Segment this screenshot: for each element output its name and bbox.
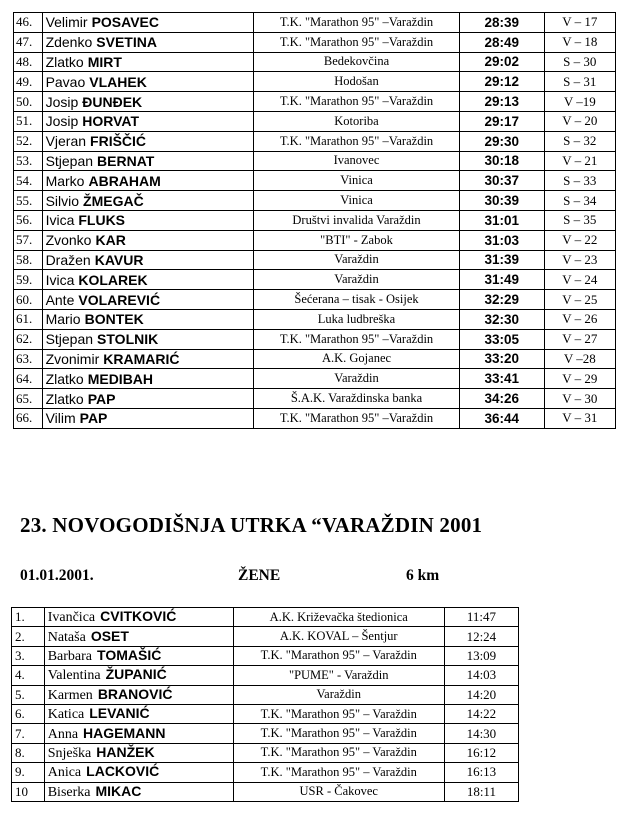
- place-cell: 4.: [12, 666, 45, 685]
- time-cell: 32:29: [459, 290, 544, 310]
- place-cell: 66.: [14, 408, 43, 428]
- category-cell: V – 25: [544, 290, 615, 310]
- time-cell: 28:39: [459, 13, 544, 33]
- last-name: MIKAC: [95, 782, 142, 799]
- place-cell: 55.: [14, 191, 43, 211]
- table-row: [12, 743, 519, 762]
- runner-name: [42, 131, 254, 151]
- runner-name: [42, 329, 254, 349]
- runner-name: [42, 171, 254, 191]
- last-name: ABRAHAM: [88, 172, 161, 189]
- runner-name: [44, 685, 233, 704]
- runner-name: [42, 250, 254, 270]
- last-name: BERNAT: [97, 152, 155, 169]
- club-cell: A.K. KOVAL – Šentjur: [233, 627, 444, 646]
- table-row: [14, 111, 616, 131]
- category-cell: S – 33: [544, 171, 615, 191]
- race-category: ŽENE: [238, 567, 281, 584]
- first-name: Stjepan: [45, 152, 94, 169]
- time-cell: 13:09: [444, 646, 518, 665]
- time-cell: 34:26: [459, 389, 544, 409]
- runner-name: [42, 349, 254, 369]
- time-cell: 31:39: [459, 250, 544, 270]
- first-name: Zdenko: [45, 34, 93, 51]
- place-cell: 60.: [14, 290, 43, 310]
- runner-name: [42, 92, 254, 112]
- last-name: PAP: [87, 390, 116, 407]
- club-cell: T.K. "Marathon 95" –Varaždin: [254, 32, 460, 52]
- place-cell: 1.: [12, 608, 45, 627]
- place-cell: 63.: [14, 349, 43, 369]
- first-name: Ivica: [45, 271, 75, 288]
- women-results-body: [12, 608, 519, 802]
- place-cell: 3.: [12, 646, 45, 665]
- category-cell: S – 30: [544, 52, 615, 72]
- club-cell: Varaždin: [254, 270, 460, 290]
- runner-name: [44, 743, 233, 762]
- first-name: Ivančica: [47, 610, 96, 626]
- place-cell: 2.: [12, 627, 45, 646]
- runner-name: [44, 763, 233, 782]
- runner-name: [42, 151, 254, 171]
- runner-name: [42, 210, 254, 230]
- club-cell: T.K. "Marathon 95" – Varaždin: [233, 763, 444, 782]
- table-row: [14, 408, 616, 428]
- last-name: POSAVEC: [91, 14, 160, 31]
- first-name: Vilim: [45, 410, 76, 427]
- table-row: [14, 171, 616, 191]
- time-cell: 14:22: [444, 704, 518, 723]
- club-cell: "BTI" - Zabok: [254, 230, 460, 250]
- first-name: Josip: [45, 113, 79, 130]
- place-cell: 51.: [14, 111, 43, 131]
- time-cell: 29:02: [459, 52, 544, 72]
- club-cell: T.K. "Marathon 95" –Varaždin: [254, 329, 460, 349]
- last-name: HAGEMANN: [83, 724, 166, 741]
- time-cell: 29:12: [459, 72, 544, 92]
- category-cell: V –28: [544, 349, 615, 369]
- time-cell: 28:49: [459, 32, 544, 52]
- category-cell: V – 17: [544, 13, 615, 33]
- place-cell: 9.: [12, 763, 45, 782]
- table-row: [14, 131, 616, 151]
- time-cell: 32:30: [459, 309, 544, 329]
- runner-name: [44, 608, 233, 627]
- category-cell: V – 18: [544, 32, 615, 52]
- runner-name: [42, 32, 254, 52]
- last-name: ŽMEGAČ: [83, 192, 144, 209]
- place-cell: 46.: [14, 13, 43, 33]
- place-cell: 50.: [14, 92, 43, 112]
- first-name: Ante: [45, 291, 75, 308]
- table-row: [14, 230, 616, 250]
- place-cell: 5.: [12, 685, 45, 704]
- place-cell: 48.: [14, 52, 43, 72]
- category-cell: V – 24: [544, 270, 615, 290]
- place-cell: 7.: [12, 724, 45, 743]
- club-cell: Bedekovčina: [254, 52, 460, 72]
- place-cell: 59.: [14, 270, 43, 290]
- runner-name: [44, 782, 233, 801]
- first-name: Ivica: [45, 212, 75, 229]
- table-row: [14, 92, 616, 112]
- place-cell: 47.: [14, 32, 43, 52]
- time-cell: 36:44: [459, 408, 544, 428]
- category-cell: V –19: [544, 92, 615, 112]
- club-cell: T.K. "Marathon 95" – Varaždin: [233, 646, 444, 665]
- table-row: [14, 290, 616, 310]
- first-name: Katica: [47, 707, 85, 723]
- last-name: BRANOVIĆ: [97, 685, 173, 702]
- club-cell: Vinica: [254, 191, 460, 211]
- category-cell: S – 34: [544, 191, 615, 211]
- category-cell: S – 35: [544, 210, 615, 230]
- club-cell: T.K. "Marathon 95" –Varaždin: [254, 131, 460, 151]
- first-name: Mario: [45, 311, 81, 328]
- club-cell: T.K. "Marathon 95" –Varaždin: [254, 92, 460, 112]
- first-name: Vjeran: [45, 133, 87, 150]
- runner-name: [42, 72, 254, 92]
- club-cell: "PUME" - Varaždin: [233, 666, 444, 685]
- time-cell: 30:39: [459, 191, 544, 211]
- first-name: Pavao: [45, 73, 86, 90]
- women-results-table: [11, 607, 519, 802]
- last-name: KRAMARIĆ: [103, 350, 180, 367]
- first-name: Stjepan: [45, 331, 94, 348]
- time-cell: 11:47: [444, 608, 518, 627]
- first-name: Barbara: [47, 648, 93, 664]
- first-name: Anna: [47, 726, 79, 742]
- club-cell: USR - Čakovec: [233, 782, 444, 801]
- men-results-table: [13, 12, 616, 429]
- table-row: [14, 270, 616, 290]
- category-cell: V – 31: [544, 408, 615, 428]
- first-name: Zvonimir: [45, 350, 100, 367]
- club-cell: Varaždin: [233, 685, 444, 704]
- table-row: [12, 627, 519, 646]
- runner-name: [42, 13, 254, 33]
- first-name: Silvio: [45, 192, 80, 209]
- last-name: LEVANIĆ: [89, 705, 150, 722]
- club-cell: Društvi invalida Varaždin: [254, 210, 460, 230]
- runner-name: [42, 290, 254, 310]
- category-cell: V – 20: [544, 111, 615, 131]
- last-name: STOLNIK: [97, 331, 159, 348]
- last-name: FRIŠČIĆ: [90, 133, 147, 150]
- last-name: MEDIBAH: [87, 370, 154, 387]
- club-cell: T.K. "Marathon 95" – Varaždin: [233, 743, 444, 762]
- last-name: KAR: [95, 232, 126, 249]
- place-cell: 54.: [14, 171, 43, 191]
- club-cell: T.K. "Marathon 95" –Varaždin: [254, 408, 460, 428]
- runner-name: [42, 309, 254, 329]
- last-name: OSET: [90, 627, 129, 644]
- club-cell: T.K. "Marathon 95" –Varaždin: [254, 13, 460, 33]
- first-name: Biserka: [47, 784, 91, 800]
- place-cell: 49.: [14, 72, 43, 92]
- club-cell: Kotoriba: [254, 111, 460, 131]
- runner-name: [44, 627, 233, 646]
- last-name: FLUKS: [78, 212, 126, 229]
- table-row: [14, 349, 616, 369]
- club-cell: Varaždin: [254, 250, 460, 270]
- table-row: [12, 666, 519, 685]
- club-cell: Ivanovec: [254, 151, 460, 171]
- place-cell: 64.: [14, 369, 43, 389]
- time-cell: 30:18: [459, 151, 544, 171]
- first-name: Zlatko: [45, 53, 84, 70]
- first-name: Josip: [45, 93, 79, 110]
- club-cell: A.K. Križevačka štedionica: [233, 608, 444, 627]
- time-cell: 14:03: [444, 666, 518, 685]
- first-name: Zlatko: [45, 370, 84, 387]
- time-cell: 16:12: [444, 743, 518, 762]
- club-cell: T.K. "Marathon 95" – Varaždin: [233, 724, 444, 743]
- table-row: [14, 250, 616, 270]
- first-name: Zvonko: [45, 232, 92, 249]
- place-cell: 62.: [14, 329, 43, 349]
- place-cell: 52.: [14, 131, 43, 151]
- time-cell: 12:24: [444, 627, 518, 646]
- table-row: [14, 309, 616, 329]
- category-cell: V – 22: [544, 230, 615, 250]
- time-cell: 33:41: [459, 369, 544, 389]
- last-name: HANŽEK: [96, 743, 155, 760]
- runner-name: [42, 111, 254, 131]
- time-cell: 31:49: [459, 270, 544, 290]
- table-row: [14, 151, 616, 171]
- runner-name: [42, 230, 254, 250]
- time-cell: 31:01: [459, 210, 544, 230]
- club-cell: Šećerana – tisak - Osijek: [254, 290, 460, 310]
- runner-name: [42, 270, 254, 290]
- club-cell: Vinica: [254, 171, 460, 191]
- runner-name: [44, 724, 233, 743]
- place-cell: 61.: [14, 309, 43, 329]
- runner-name: [42, 408, 254, 428]
- place-cell: 53.: [14, 151, 43, 171]
- time-cell: 29:17: [459, 111, 544, 131]
- time-cell: 33:05: [459, 329, 544, 349]
- last-name: CVITKOVIĆ: [100, 608, 177, 625]
- first-name: Dražen: [45, 251, 91, 268]
- club-cell: Varaždin: [254, 369, 460, 389]
- category-cell: S – 31: [544, 72, 615, 92]
- runner-name: [44, 646, 233, 665]
- last-name: VOLAREVIĆ: [78, 291, 161, 308]
- table-row: [14, 389, 616, 409]
- first-name: Zlatko: [45, 390, 84, 407]
- place-cell: 8.: [12, 743, 45, 762]
- table-row: [14, 52, 616, 72]
- time-cell: 14:30: [444, 724, 518, 743]
- first-name: Velimir: [45, 14, 88, 31]
- club-cell: Š.A.K. Varaždinska banka: [254, 389, 460, 409]
- first-name: Anica: [47, 765, 82, 781]
- time-cell: 33:20: [459, 349, 544, 369]
- runner-name: [42, 389, 254, 409]
- table-row: [14, 329, 616, 349]
- runner-name: [44, 666, 233, 685]
- first-name: Karmen: [47, 687, 93, 703]
- last-name: ĐUNĐEK: [82, 93, 143, 110]
- place-cell: 58.: [14, 250, 43, 270]
- last-name: ŽUPANIĆ: [105, 666, 167, 683]
- table-row: [12, 646, 519, 665]
- place-cell: 6.: [12, 704, 45, 723]
- place-cell: 65.: [14, 389, 43, 409]
- place-cell: 56.: [14, 210, 43, 230]
- category-cell: S – 32: [544, 131, 615, 151]
- time-cell: 16:13: [444, 763, 518, 782]
- category-cell: V – 29: [544, 369, 615, 389]
- table-row: [12, 724, 519, 743]
- last-name: KOLAREK: [78, 271, 148, 288]
- table-row: [14, 13, 616, 33]
- runner-name: [42, 52, 254, 72]
- first-name: Marko: [45, 172, 85, 189]
- race-title: 23. NOVOGODIŠNJA UTRKA “VARAŽDIN 2001: [20, 513, 483, 537]
- last-name: KAVUR: [94, 251, 144, 268]
- category-cell: V – 26: [544, 309, 615, 329]
- last-name: PAP: [79, 410, 108, 427]
- men-results-body: [14, 13, 616, 429]
- table-row: [14, 72, 616, 92]
- category-cell: V – 30: [544, 389, 615, 409]
- last-name: LACKOVIĆ: [86, 763, 160, 780]
- category-cell: V – 23: [544, 250, 615, 270]
- race-distance: 6 km: [406, 567, 440, 584]
- last-name: BONTEK: [84, 311, 144, 328]
- race-date: 01.01.2001.: [20, 567, 94, 584]
- runner-name: [42, 191, 254, 211]
- club-cell: Hodošan: [254, 72, 460, 92]
- table-row: [12, 608, 519, 627]
- time-cell: 18:11: [444, 782, 518, 801]
- place-cell: 57.: [14, 230, 43, 250]
- last-name: TOMAŠIĆ: [97, 646, 162, 663]
- time-cell: 29:13: [459, 92, 544, 112]
- last-name: HORVAT: [82, 113, 140, 130]
- category-cell: V – 21: [544, 151, 615, 171]
- time-cell: 14:20: [444, 685, 518, 704]
- table-row: [12, 704, 519, 723]
- table-row: [12, 782, 519, 801]
- category-cell: V – 27: [544, 329, 615, 349]
- table-row: [12, 685, 519, 704]
- place-cell: 10: [12, 782, 45, 801]
- first-name: Valentina: [47, 668, 101, 684]
- club-cell: Luka ludbreška: [254, 309, 460, 329]
- table-row: [14, 210, 616, 230]
- last-name: MIRT: [87, 53, 122, 70]
- table-row: [14, 369, 616, 389]
- table-row: [12, 763, 519, 782]
- time-cell: 31:03: [459, 230, 544, 250]
- time-cell: 29:30: [459, 131, 544, 151]
- club-cell: A.K. Gojanec: [254, 349, 460, 369]
- last-name: VLAHEK: [89, 73, 147, 90]
- table-row: [14, 32, 616, 52]
- last-name: SVETINA: [96, 34, 157, 51]
- first-name: Nataša: [47, 629, 86, 645]
- runner-name: [42, 369, 254, 389]
- first-name: Snješka: [47, 745, 92, 761]
- runner-name: [44, 704, 233, 723]
- table-row: [14, 191, 616, 211]
- time-cell: 30:37: [459, 171, 544, 191]
- club-cell: T.K. "Marathon 95" – Varaždin: [233, 704, 444, 723]
